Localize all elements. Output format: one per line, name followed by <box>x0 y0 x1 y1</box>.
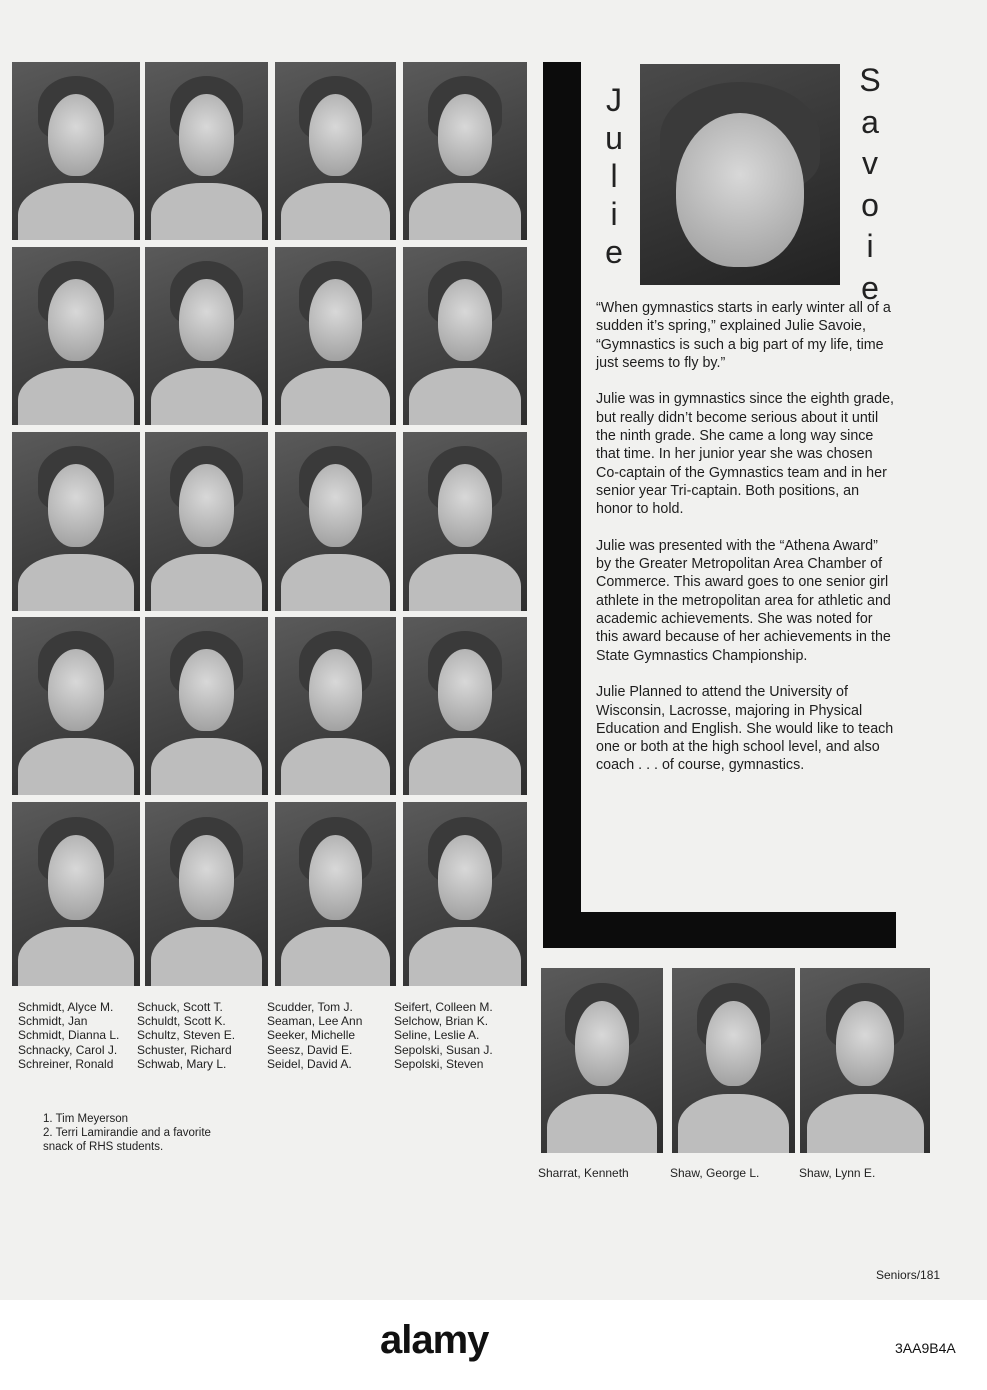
names-column-3 <box>267 1000 362 1071</box>
portrait <box>672 968 795 1153</box>
name-letter: S <box>859 62 881 98</box>
paragraph: Julie was presented with the “Athena Award” by the Greater Metropolitan Area Chamber of Commerce. This award goes to one senior girl athlete in the metropolitan area for athletic and academic achievements. She was noted for this award because of her achievements in the State Gymnastics Championship. <box>596 537 891 664</box>
portrait <box>12 617 140 795</box>
names-column-1 <box>18 1000 119 1071</box>
paragraph: Julie Planned to attend the University of Wisconsin, Lacrosse, majoring in Physical Education and English. She would like to teach one or both at the high school level, and also coach . . . of course, gymnastics. <box>596 684 894 774</box>
portrait <box>145 802 268 986</box>
name: Schuster, Richard <box>137 1042 232 1057</box>
name: Sepolski, Susan J. <box>394 1042 493 1057</box>
names-column-4 <box>394 1000 493 1071</box>
name: Schuck, Scott T. <box>137 1000 223 1014</box>
name-letter: i <box>610 196 618 232</box>
image-code: 3AA9B4A <box>895 1340 956 1356</box>
name: Seaman, Lee Ann <box>267 1014 363 1029</box>
name: Seeker, Michelle <box>267 1028 356 1043</box>
feature-portrait <box>640 64 840 285</box>
photo-caption <box>43 1112 243 1154</box>
name: Schultz, Steven E. <box>137 1028 236 1043</box>
portrait <box>403 432 527 611</box>
name-letter: l <box>610 158 618 194</box>
names-column-2 <box>137 1000 235 1071</box>
name: Schmidt, Jan <box>18 1014 88 1029</box>
paragraph: “When gymnastics starts in early winter all of a sudden it’s spring,” explained Julie Savoie, “Gymnastics is such a big part of my life, time just seems to fly by.” <box>596 300 891 371</box>
portrait <box>12 432 140 611</box>
portrait <box>12 802 140 986</box>
name-letter: i <box>866 228 874 264</box>
caption-line: 1. Tim Meyerson <box>43 1113 128 1125</box>
portrait <box>145 432 268 611</box>
portrait-name: Sharrat, Kenneth <box>538 1166 629 1180</box>
name: Schmidt, Alyce M. <box>18 1000 114 1014</box>
decorative-bar-vertical <box>543 62 581 948</box>
name: Seifert, Colleen M. <box>394 1000 493 1014</box>
portrait <box>145 247 268 425</box>
name-letter: J <box>606 82 622 118</box>
portrait <box>275 62 396 240</box>
portrait <box>403 802 527 986</box>
portrait <box>403 617 527 795</box>
name: Sepolski, Steven <box>394 1056 484 1071</box>
portrait <box>275 432 396 611</box>
caption-line: 2. Terri Lamirandie and a favorite snack of RHS students. <box>43 1127 211 1153</box>
name: Schreiner, Ronald <box>18 1056 114 1071</box>
name: Selchow, Brian K. <box>394 1014 489 1029</box>
name: Seline, Leslie A. <box>394 1028 480 1043</box>
name: Schwab, Mary L. <box>137 1056 227 1071</box>
portrait <box>275 617 396 795</box>
portrait <box>12 62 140 240</box>
name: Seidel, David A. <box>267 1056 352 1071</box>
portrait-name: Shaw, George L. <box>670 1166 760 1180</box>
portrait <box>800 968 930 1153</box>
portrait <box>145 617 268 795</box>
name-letter: u <box>605 120 623 156</box>
name: Schnacky, Carol J. <box>18 1042 118 1057</box>
feature-article <box>596 299 896 793</box>
portrait <box>275 802 396 986</box>
decorative-bar-horizontal <box>543 912 896 948</box>
portrait-name: Shaw, Lynn E. <box>799 1166 876 1180</box>
portrait <box>403 247 527 425</box>
page-number: Seniors/181 <box>876 1268 941 1282</box>
portrait <box>275 247 396 425</box>
name: Schuldt, Scott K. <box>137 1014 226 1029</box>
paragraph: Julie was in gymnastics since the eighth grade, but really didn’t become serious about it until the ninth grade. She came a long way since that time. In her junior year she was chosen Co-captain of the Gymnastics team and in her senior year Tri-captain. Both positions, an honor to hold. <box>596 391 895 518</box>
portrait <box>145 62 268 240</box>
name: Schmidt, Dianna L. <box>18 1028 120 1043</box>
name-letter: a <box>861 103 879 140</box>
name: Seesz, David E. <box>267 1042 353 1057</box>
name: Scudder, Tom J. <box>267 1000 353 1014</box>
portrait <box>12 247 140 425</box>
portrait <box>403 62 527 240</box>
portrait <box>541 968 663 1153</box>
alamy-logo: alamy <box>380 1318 489 1362</box>
name-letter: o <box>861 186 879 223</box>
name-letter: e <box>861 269 879 306</box>
name-letter: v <box>862 145 878 181</box>
name-letter: e <box>605 234 623 270</box>
